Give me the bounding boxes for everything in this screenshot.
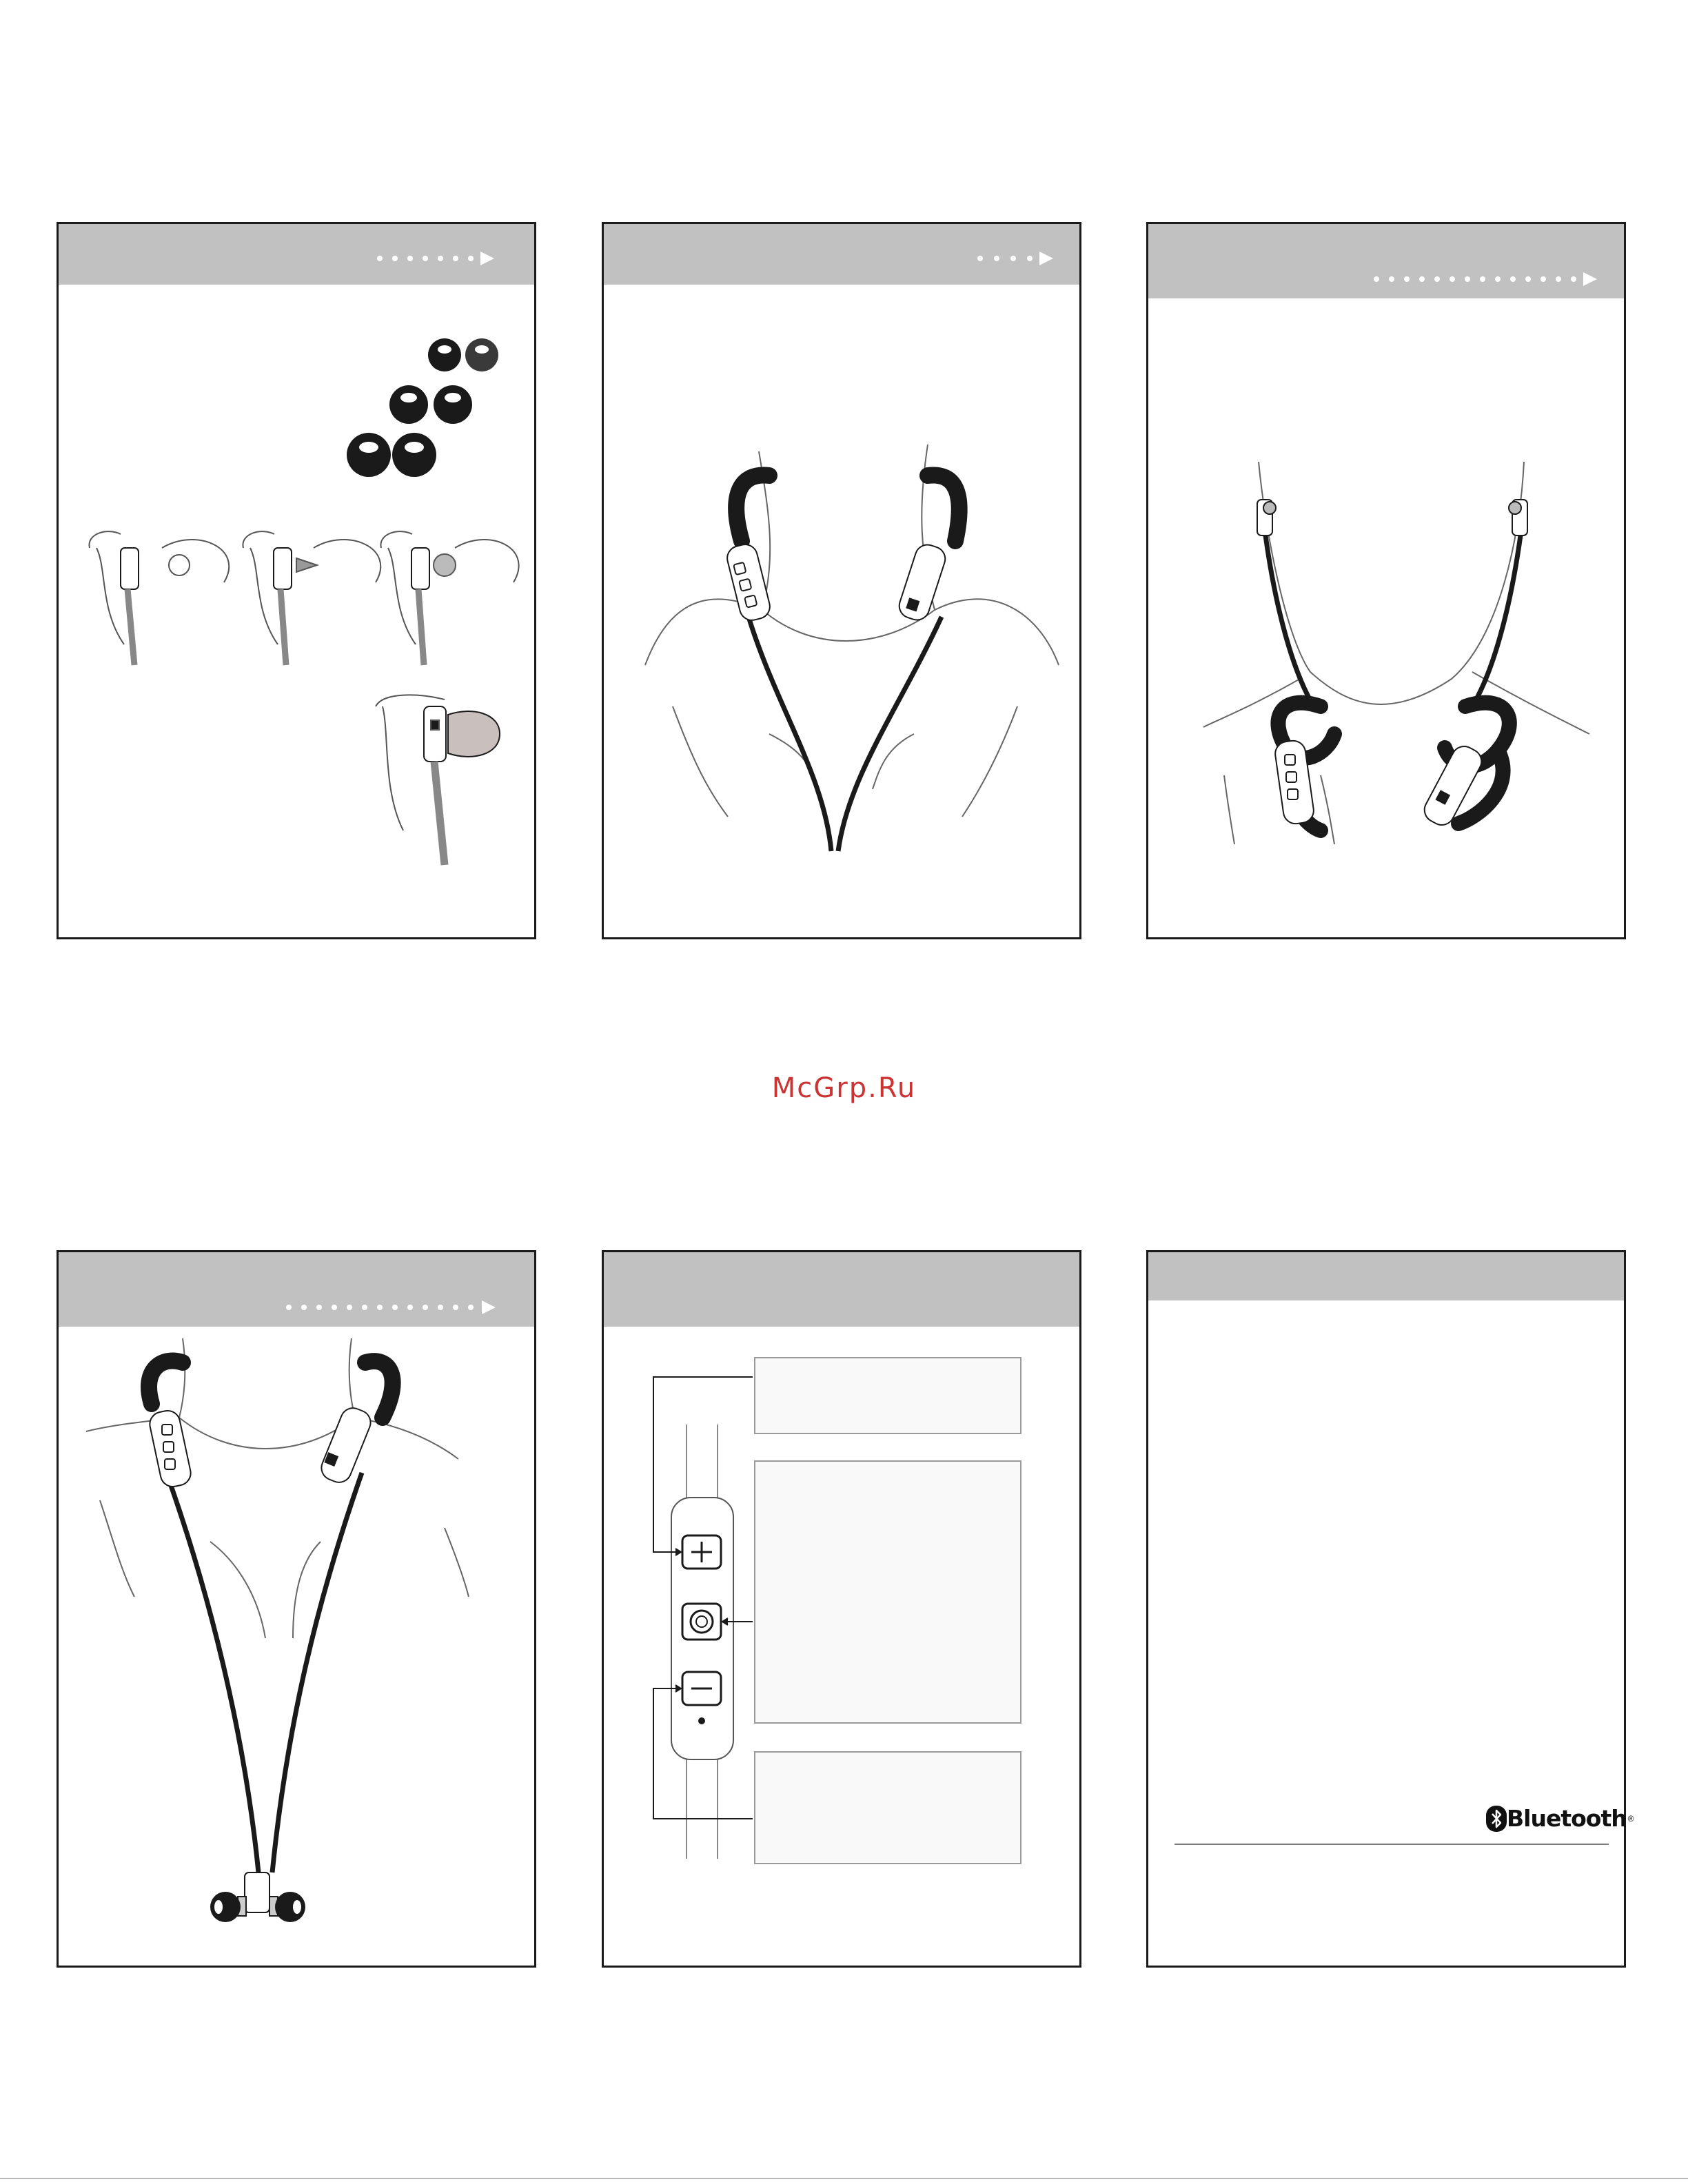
panel-ear-tip-fitting — [57, 222, 536, 939]
panel-bluetooth-info — [1146, 1250, 1634, 1968]
battery-right — [318, 1405, 374, 1486]
ear-tip-large — [347, 433, 436, 477]
minus-icon — [682, 1672, 721, 1705]
ear-tip-illustration — [59, 224, 538, 941]
panel-remote-controls — [602, 1250, 1081, 1968]
plus-icon — [682, 1535, 721, 1569]
cable-looped-over-ears-illustration — [1148, 224, 1628, 941]
neckband-worn-down-illustration — [604, 224, 1084, 941]
inline-remote-illustration — [604, 1252, 1084, 1970]
earbuds-bottom — [210, 1872, 305, 1922]
ear-tip-small — [428, 338, 498, 371]
led-dot — [698, 1717, 705, 1724]
ear-tip-medium — [389, 385, 472, 424]
fitting-step-3 — [380, 531, 518, 665]
earbud-left — [1257, 500, 1276, 535]
watermark: McGrp.Ru — [771, 1072, 917, 1104]
remote-left — [148, 1409, 193, 1489]
fitting-final — [376, 695, 500, 865]
divider-line — [1175, 1844, 1609, 1845]
panel-wear-over-ear — [1146, 222, 1626, 939]
panel-wear-straight-down — [57, 1250, 536, 1968]
bluetooth-wordmark: Bluetooth — [1507, 1805, 1627, 1832]
battery-right — [896, 542, 948, 623]
bluetooth-icon — [1486, 1806, 1507, 1832]
fitting-step-2 — [243, 531, 380, 665]
page-edge-line — [0, 2178, 1688, 2179]
earphones-hanging-illustration — [59, 1252, 538, 1970]
bluetooth-logo — [1486, 1805, 1634, 1832]
panel-wear-over-neck — [602, 222, 1081, 939]
center-button-icon — [682, 1604, 721, 1640]
earbud-right — [1509, 500, 1527, 535]
remote-left — [724, 542, 772, 622]
fitting-step-1 — [89, 531, 229, 665]
registered-mark: ® — [1627, 1813, 1634, 1824]
panel-header — [1148, 1252, 1624, 1300]
